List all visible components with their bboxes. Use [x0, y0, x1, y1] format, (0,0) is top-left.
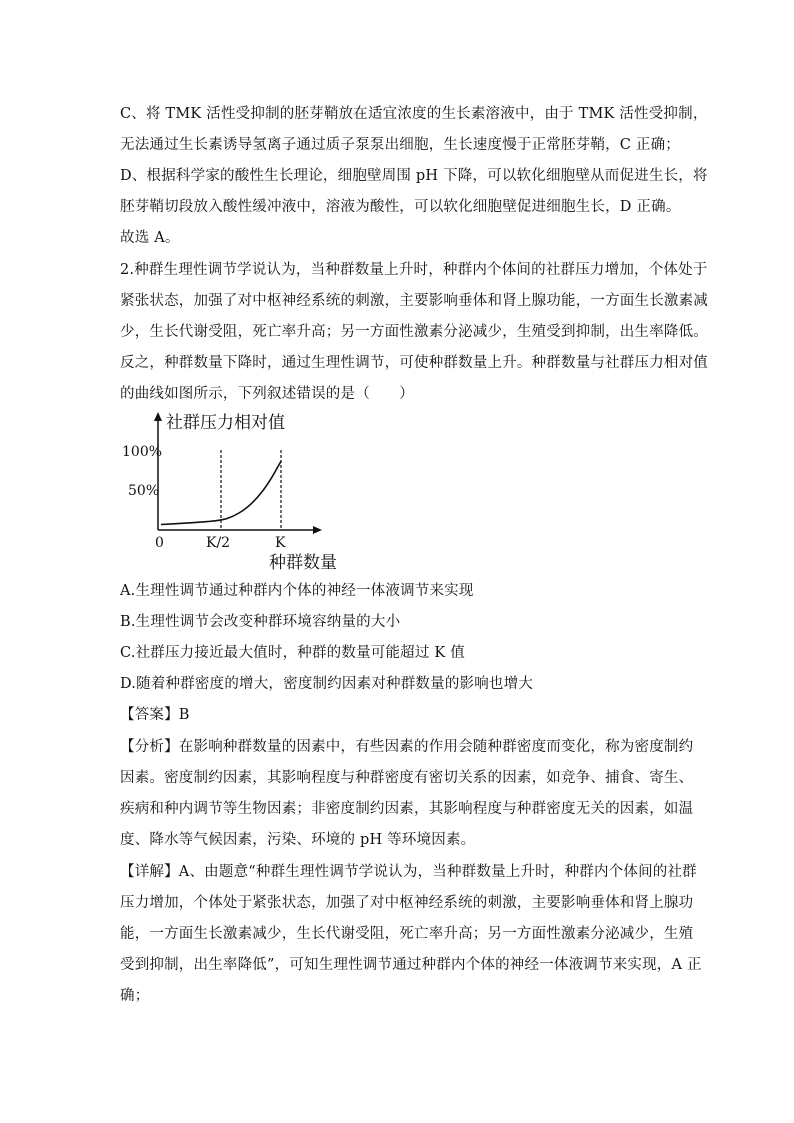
x-tick-label: 0 — [155, 535, 164, 551]
detail-line: 受到抑制，出生率降低”，可知生理性调节通过种群内个体的神经一体液调节来实现，A 正 — [120, 957, 702, 973]
paragraph-line: 无法通过生长素诱导氢离子通过质子泵泵出细胞，生长速度慢于正常胚芽鞘，C 正确； — [120, 137, 681, 153]
answer: 【答案】B — [120, 707, 190, 723]
x-axis-label: 种群数量 — [269, 553, 337, 573]
y-axis-arrow — [154, 412, 162, 421]
paragraph-line: C、将 TMK 活性受抑制的胚芽鞘放在适宜浓度的生长素溶液中，由于 TMK 活性受抑制， — [120, 106, 708, 122]
analysis-line: 因素。密度制约因素，其影响程度与种群密度有密切关系的因素，如竞争、捕食、寄生、 — [120, 770, 694, 786]
paragraph-line: 反之，种群数量下降时，通过生理性调节，可使种群数量上升。种群数量与社群压力相对值 — [120, 355, 708, 371]
y-axis-label: 社群压力相对值 — [166, 413, 285, 433]
paragraph-line: 2.种群生理性调节学说认为，当种群数量上升时，种群内个体间的社群压力增加，个体处于 — [120, 262, 708, 278]
x-tick-label: K/2 — [206, 535, 231, 551]
analysis-line: 度、降水等气候因素，污染、环境的 pH 等环境因素。 — [120, 832, 476, 848]
y-tick-label: 100% — [122, 444, 163, 460]
option-a: A.生理性调节通过种群内个体的神经一体液调节来实现 — [120, 583, 474, 599]
detail-line: 能，一方面生长激素减少，生长代谢受阻，死亡率升高；另一方面性激素分泌减少，生殖 — [120, 926, 694, 942]
paragraph-line: 少，生长代谢受阻，死亡率升高；另一方面性激素分泌减少，生殖受到抑制，出生率降低。 — [120, 324, 708, 340]
detail-line: 确； — [120, 988, 150, 1004]
analysis-line: 疾病和种内调节等生物因素；非密度制约因素，其影响程度与种群密度无关的因素，如温 — [120, 801, 694, 817]
x-axis-arrow — [313, 526, 322, 534]
figure-chart — [118, 408, 398, 578]
detail-line: 压力增加，个体处于紧张状态，加强了对中枢神经系统的刺激，主要影响垂体和肾上腺功 — [120, 895, 694, 911]
paragraph-line: 胚芽鞘切段放入酸性缓冲液中，溶液为酸性，可以软化细胞壁促进细胞生长，D 正确。 — [120, 199, 681, 215]
option-b: B.生理性调节会改变种群环境容纳量的大小 — [120, 614, 401, 630]
paragraph-line: 紧张状态，加强了对中枢神经系统的刺激，主要影响垂体和肾上腺功能，一方面生长激素减 — [120, 293, 708, 309]
x-tick-label: K — [275, 535, 286, 551]
paragraph-line: 故选 A。 — [120, 230, 180, 246]
detail-line: 【详解】A、由题意“种群生理性调节学说认为，当种群数量上升时，种群内个体间的社群 — [120, 864, 697, 880]
option-d: D.随着种群密度的增大，密度制约因素对种群数量的影响也增大 — [120, 676, 534, 692]
analysis-line: 【分析】在影响种群数量的因素中，有些因素的作用会随种群密度而变化，称为密度制约 — [120, 739, 694, 755]
paragraph-line: 的曲线如图所示，下列叙述错误的是（ ） — [120, 386, 414, 402]
paragraph-line: D、根据科学家的酸性生长理论，细胞壁周围 pH 下降，可以软化细胞壁从而促进生长，将 — [120, 168, 708, 184]
option-c: C.社群压力接近最大值时，种群的数量可能超过 K 值 — [120, 645, 465, 661]
y-tick-label: 50% — [128, 483, 160, 499]
